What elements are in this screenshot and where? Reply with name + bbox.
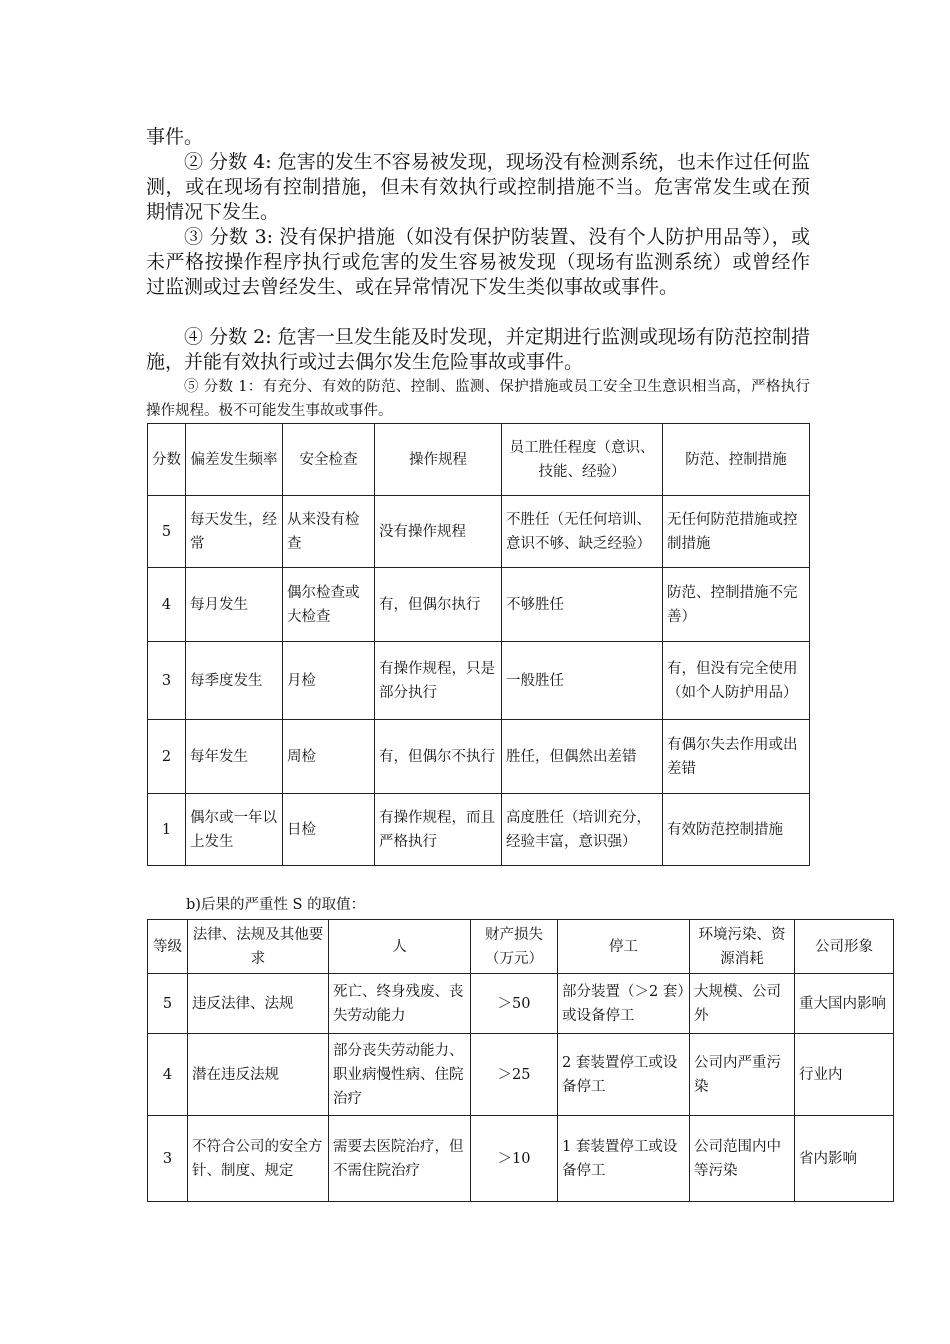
table-cell: 有，但偶尔执行 <box>375 568 502 642</box>
header-cell: 法律、法规及其他要求 <box>188 920 329 974</box>
table-cell: 没有操作规程 <box>375 496 502 568</box>
table-cell: 公司范围内中等污染 <box>690 1116 795 1202</box>
table-header-row <box>148 424 810 496</box>
table-row <box>148 1034 894 1116</box>
header-cell: 财产损失（万元） <box>471 920 558 974</box>
paragraph-score-2: ④ 分数 2: 危害一旦发生能及时发现，并定期进行监测或现场有防范控制措施，并能有效执行或过去偶尔发生危险事故或事件。 <box>146 326 810 373</box>
table-row <box>148 1116 894 1202</box>
table-cell: 不胜任（无任何培训、意识不够、缺乏经验） <box>502 496 663 568</box>
table-cell: 大规模、公司外 <box>690 974 795 1034</box>
table-cell: 公司内严重污染 <box>690 1034 795 1116</box>
table-cell: 每月发生 <box>186 568 283 642</box>
table-cell: 防范、控制措施不完善） <box>663 568 810 642</box>
header-cell: 公司形象 <box>795 920 894 974</box>
table-cell: 违反法律、法规 <box>188 974 329 1034</box>
table-cell: 2 套装置停工或设备停工 <box>558 1034 690 1116</box>
table-cell: 1 套装置停工或设备停工 <box>558 1116 690 1202</box>
header-cell: 偏差发生频率 <box>186 424 283 496</box>
table-cell: 需要去医院治疗，但不需住院治疗 <box>329 1116 471 1202</box>
table-cell: 2 <box>148 720 186 794</box>
table-cell: 有，但偶尔不执行 <box>375 720 502 794</box>
table-cell: 每天发生，经常 <box>186 496 283 568</box>
table-cell: 有操作规程，而且严格执行 <box>375 794 502 866</box>
table-row <box>148 794 810 866</box>
table-row <box>148 642 810 720</box>
table-cell: ＞25 <box>471 1034 558 1116</box>
table-cell: 5 <box>148 496 186 568</box>
table-cell: 每季度发生 <box>186 642 283 720</box>
table-cell: 3 <box>148 1116 188 1202</box>
table-cell: 4 <box>148 568 186 642</box>
table-row <box>148 568 810 642</box>
table-row <box>148 974 894 1034</box>
table-cell: 有效防范控制措施 <box>663 794 810 866</box>
table-cell: 有操作规程，只是部分执行 <box>375 642 502 720</box>
table-cell: 偶尔检查或大检查 <box>283 568 375 642</box>
table-cell: 一般胜任 <box>502 642 663 720</box>
frequency-table <box>147 423 810 866</box>
table-cell: 4 <box>148 1034 188 1116</box>
table-cell: 行业内 <box>795 1034 894 1116</box>
table-cell: 周检 <box>283 720 375 794</box>
table-cell: 偶尔或一年以上发生 <box>186 794 283 866</box>
paragraph-continuation: 事件。 <box>146 126 204 148</box>
table-row <box>148 496 810 568</box>
table-cell: 无任何防范措施或控制措施 <box>663 496 810 568</box>
table-cell: 日检 <box>283 794 375 866</box>
header-cell: 停工 <box>558 920 690 974</box>
severity-caption: b)后果的严重性 S 的取值： <box>186 897 366 913</box>
table-row <box>148 720 810 794</box>
table-cell: 部分丧失劳动能力、职业病慢性病、住院治疗 <box>329 1034 471 1116</box>
table-cell: 重大国内影响 <box>795 974 894 1034</box>
table-cell: 有，但没有完全使用（如个人防护用品） <box>663 642 810 720</box>
header-cell: 人 <box>329 920 471 974</box>
table-header-row <box>148 920 894 974</box>
table-cell: 潜在违反法规 <box>188 1034 329 1116</box>
header-cell: 环境污染、资源消耗 <box>690 920 795 974</box>
table-cell: 月检 <box>283 642 375 720</box>
table-cell: 5 <box>148 974 188 1034</box>
table-cell: 每年发生 <box>186 720 283 794</box>
table-cell: 不够胜任 <box>502 568 663 642</box>
severity-table <box>147 919 894 1202</box>
header-cell: 分数 <box>148 424 186 496</box>
table-cell: 从来没有检查 <box>283 496 375 568</box>
table-cell: ＞50 <box>471 974 558 1034</box>
header-cell: 安全检查 <box>283 424 375 496</box>
paragraph-score-3: ③ 分数 3: 没有保护措施（如没有保护防装置、没有个人防护用品等），或未严格按操作程序执行或危害的发生容易被发现（现场有监测系统）或曾经作过监测或过去曾经发生、或在异常情况下发生类似事故或事件。 <box>146 226 810 298</box>
table-cell: 3 <box>148 642 186 720</box>
paragraph-score-4: ② 分数 4: 危害的发生不容易被发现，现场没有检测系统，也未作过任何监测，或在现场有控制措施，但未有效执行或控制措施不当。危害常发生或在预期情况下发生。 <box>146 151 810 223</box>
table-cell: 1 <box>148 794 186 866</box>
table-cell: 不符合公司的安全方针、制度、规定 <box>188 1116 329 1202</box>
header-cell: 防范、控制措施 <box>663 424 810 496</box>
table-cell: 高度胜任（培训充分，经验丰富，意识强） <box>502 794 663 866</box>
paragraph-score-1: ⑤ 分数 1：有充分、有效的防范、控制、监测、保护措施或员工安全卫生意识相当高，严格执行操作规程。极不可能发生事故或事件。 <box>146 379 810 419</box>
header-cell: 等级 <box>148 920 188 974</box>
header-cell: 操作规程 <box>375 424 502 496</box>
table-cell: 省内影响 <box>795 1116 894 1202</box>
table-cell: 有偶尔失去作用或出差错 <box>663 720 810 794</box>
table-cell: 死亡、终身残废、丧失劳动能力 <box>329 974 471 1034</box>
table-cell: 胜任，但偶然出差错 <box>502 720 663 794</box>
header-cell: 员工胜任程度（意识、技能、经验） <box>502 424 663 496</box>
table-cell: ＞10 <box>471 1116 558 1202</box>
table-cell: 部分装置（＞2 套）或设备停工 <box>558 974 690 1034</box>
